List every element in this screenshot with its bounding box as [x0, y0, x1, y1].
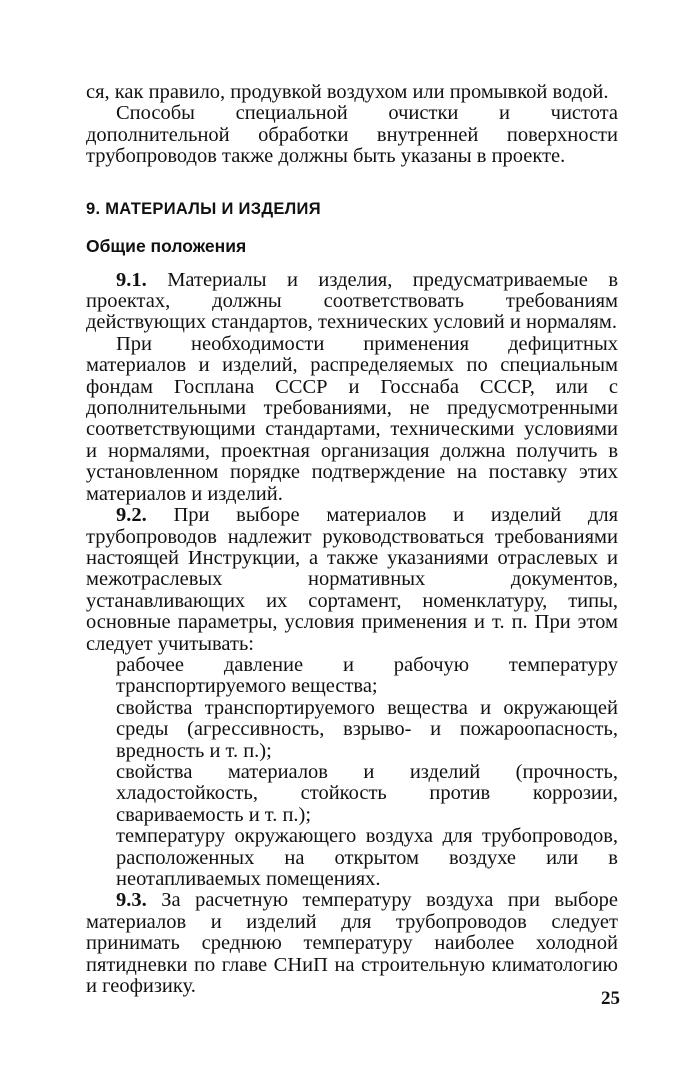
clause-9-1 — [86, 270, 618, 334]
clause-9-1-continuation: При необходимости применения дефицитных материалов и изделий, распределяемых по специальным фондам Госплана СССР и Госснаба СССР, или с дополнительными требованиями, не предусмотренными соответствующими стандартами, техническими условиями и нормалями, проектная организация должна получить в установленном порядке подтверждение на поставку этих материалов и изделий. — [86, 332, 618, 505]
clause-9-3 — [86, 890, 618, 997]
clause-9-2 — [86, 505, 618, 655]
clause-text: При выборе материалов и изделий для трубопроводов надлежит руководствоваться требованиями настоящей Инструкции, а также указаниями отраслевых и межотраслевых нормативных документов, устанавливающих их сортамент, номенклатуру, типы, основные параметры, условия применения и т. п. При этом следует учитывать: — [86, 504, 619, 655]
list-item: свойства материалов и изделий (прочность, хладостойкость, стойкость против коррозии, свариваемость и т. п.); — [116, 760, 618, 826]
section-heading — [86, 198, 618, 220]
page-number: 25 — [601, 988, 620, 1009]
list-item: температуру окружающего воздуха для трубопроводов, расположенных на открытом воздухе или в неотапливаемых помещениях. — [116, 825, 618, 890]
clause-text: Материалы и изделия, предусматриваемые в проектах, должны соответствовать требованиям действующих стандартов, технических условий и нормалям. — [86, 268, 619, 334]
page-content — [86, 82, 618, 997]
clause-number: 9.2. — [116, 504, 147, 527]
list-item: рабочее давление и рабочую температуру транспортируемого вещества; — [116, 653, 618, 698]
list-item: свойства транспортируемого вещества и окружающей среды (агрессивность, взрыво- и пожароопасность, вредность и т. п.); — [116, 696, 618, 762]
intro-paragraph: Способы специальной очистки и чистота дополнительной обработки внутренней поверхности трубопроводов также должны быть указаны в проекте. — [86, 102, 618, 168]
section-title: МАТЕРИАЛЫ И ИЗДЕЛИЯ — [105, 199, 321, 218]
subsection-heading: Общие положения — [86, 235, 247, 256]
intro-continuation: ся, как правило, продувкой воздухом или промывкой водой. — [86, 81, 609, 103]
clause-number: 9.1. — [116, 268, 147, 291]
clause-text: За расчетную температуру воздуха при выборе материалов и изделий для трубопроводов следует принимать среднюю температуру наиболее холодной пятидневки по главе СНиП на строительную климатологию и геофизику. — [86, 889, 618, 998]
section-number: 9. — [86, 199, 101, 218]
clause-number: 9.3. — [116, 889, 147, 912]
